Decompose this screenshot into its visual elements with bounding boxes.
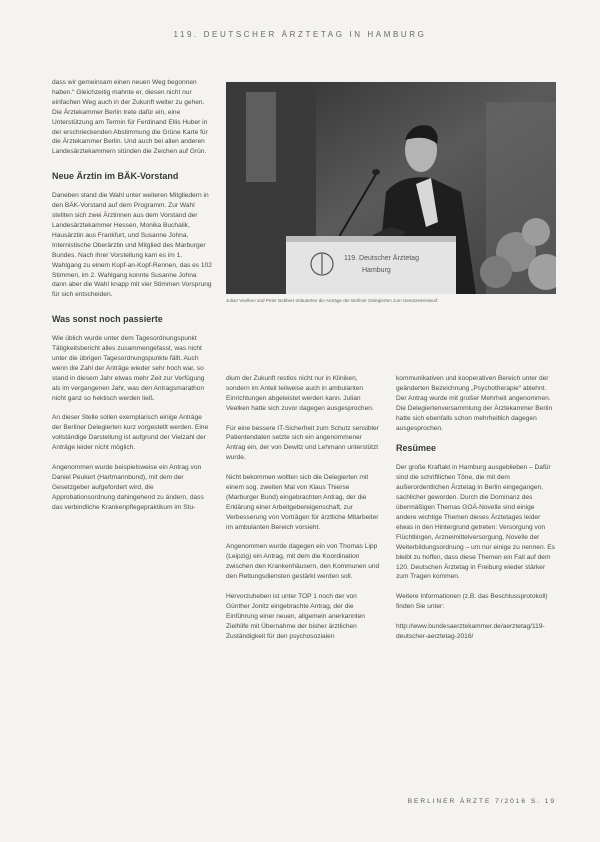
- paragraph: Hervorzuheben ist unter TOP 1 noch der von Günther Jonitz eingebrachte Antrag, der die Einführung einer neuen, allgemein anerkannten Zielhilfe mit Übernahme der bisher ärztlichen Zuständigkeit für den psychosozialen: [226, 592, 365, 640]
- paragraph: Nicht bekommen wollten sich die Delegierten mit einem sog. zweiten Mal von Klaus Thierse (Marburger Bund) eingebrachten Antrag, der die Erklärung einer Arbeitgebereigenschaft, zur Verbesserung von Vorträgen für ärztliche Mitarbeiter im ambulanten Bereich vorsieht.: [226, 474, 379, 531]
- paragraph: dium der Zukunft restlos nicht nur in Kliniken, sondern im Anteil teilweise auch in ambulanten Einrichtungen abgeleistet werden kann. Julian Veelken hatte sich zuvor dagegen ausgesprochen.: [226, 375, 374, 412]
- column-middle: [226, 374, 380, 651]
- section-heading: Resümee: [396, 443, 437, 454]
- paragraph: dass wir gemeinsam einen neuen Weg begonnen haben.“ Gleichzeitig mahnte er, diesen nicht nur einfachen Weg auch in der Zukunft weiter zu gehen. Die Ärztekammer Berlin trete dafür ein, eine Unterstützung am Termin für Ferdinand Ellis Huber in der erschrieckenden Abstimmung die Grüne Karte für die Ärztekammer Berlin. Und auch bei allen anderen Landesärztekammern stünden die Zeichen auf Grün.: [52, 79, 208, 156]
- page-footer: BERLINER ÄRZTE 7/2016 S. 19: [407, 798, 556, 805]
- photo-caption: Julian Veelken und Peter Bobbert erläuterten die Anträge der Berliner Delegierten zum Gesetzesentwurf.: [226, 298, 439, 303]
- running-header: 119. DEUTSCHER ÄRZTETAG IN HAMBURG: [173, 30, 427, 39]
- podium-logo-line2: Hamburg: [362, 267, 391, 274]
- info-link[interactable]: http://www.bundesaerztekammer.de/aerztetag/119-deutscher-aerztetag-2016/: [396, 622, 545, 640]
- paragraph: Angenommen wurde dagegen ein von Thomas Lipp (Leipzig) ein Antrag, mit dem die Koordination zwischen den Krankenhäusern, den Kommunen und den Rettungsdiensten gestärkt werden soll.: [226, 543, 380, 581]
- paragraph: Weitere Informationen (z.B. das Beschlussprotokoll) finden Sie unter:: [396, 593, 548, 611]
- paragraph: Daneben stand die Wahl unter weiteren Mitgliedern in den BÄK-Vorstand auf dem Programm. Zur Wahl stellten sich zwei Ärztinnen aus dem Vorstand der Landesärztekammer Hessen, Monika Buchalik, Hausärztin aus Frankfurt, und Susanne Johna, Internistische Oberärztin und Mitglied des Marburger Bundes. Nach ihrer Vorstellung kam es im 1. Wahlgang zu einem Kopf-an-Kopf-Rennen, das es 102 Stimmen, im 2. Wahlgang konnte Susanne Johna dann aber die Wahl knapp mit vier Stimmen Vorsprung für sich entscheiden.: [52, 192, 212, 299]
- paragraph: Angenommen wurde beispielsweise ein Antrag von Daniel Peukert (Hartmannbund), mit dem der Gesetzgeber aufgefordert wird, die Approbationsordnung dahingehend zu ändern, dass das verbindliche Krankenpflegepraktikum im Stu-: [52, 463, 204, 511]
- podium-logo-line1: 119. Deutscher Ärztetag: [344, 255, 419, 262]
- paragraph: An dieser Stelle sollen exemplarisch einige Anträge der Berliner Delegierten kurz vorgestellt werden. Eine vollständige Darstellung ist aufgrund der Vielzahl der Anträge leider nicht möglich.: [52, 414, 209, 452]
- speaker-photo: [226, 82, 556, 294]
- paragraph: Wie üblich wurde unter dem Tagesordnungspunkt Tätigkeitsbericht alles zusammengefasst, was nicht unter die übrigen Tagesordnungspunkte fällt. Auch wenn die Zahl der Anträge wieder sehr hoch war, so stand in diesem Jahr etwas mehr Zeit zur Verfügung als im vergangenen Jahr, was den Antragsmarathon nicht ganz so hektisch werden ließ.: [52, 335, 205, 402]
- photo-illustration: [226, 82, 556, 294]
- column-left: [52, 78, 212, 522]
- paragraph: Für eine bessere IT-Sicherheit zum Schutz sensibler Patientendaten setzte sich ein angenommener Antrag ein, der von Dewitz und Lehmann unterstützt wurde.: [226, 424, 379, 462]
- paragraph: kommunikativen und kooperativen Bereich unter der geänderten Bezeichnung „Psychotherapie“ ablehnt. Der Antrag wurde mit großer Mehrheit angenommen. Die Delegiertenversammlung der Ärztekammer Berlin hatte sich ebenfalls schon mehrheitlich dagegen ausgesprochen.: [396, 375, 553, 432]
- section-heading: Was sonst noch passierte: [52, 314, 163, 325]
- paragraph: Der große Kraftakt in Hamburg ausgeblieben – Dafür sind die schriftlichen Töne, die mit dem außerordentlichen Ärztetag in Berlin eingegangen, sachlicher geworden. Durch die Dominanz des übermäßigen Themas GOÄ-Novelle sind einige andere wichtige Themen dieses Ärztetages leider etwas in den Hintergrund getreten: Versorgung von Flüchtlingen, Arzneimittelversorgung, Novelle der Weiterbildungsordnung – um nur einige zu nennen. Es bleibt zu hoffen, dass diese Themen ein Fall auf dem 120. Deutschen Ärztetag in Freiburg wieder stärker zum Tragen kommen.: [396, 464, 555, 581]
- column-right: [396, 374, 556, 652]
- section-heading: Neue Ärztin im BÄK-Vorstand: [52, 171, 179, 182]
